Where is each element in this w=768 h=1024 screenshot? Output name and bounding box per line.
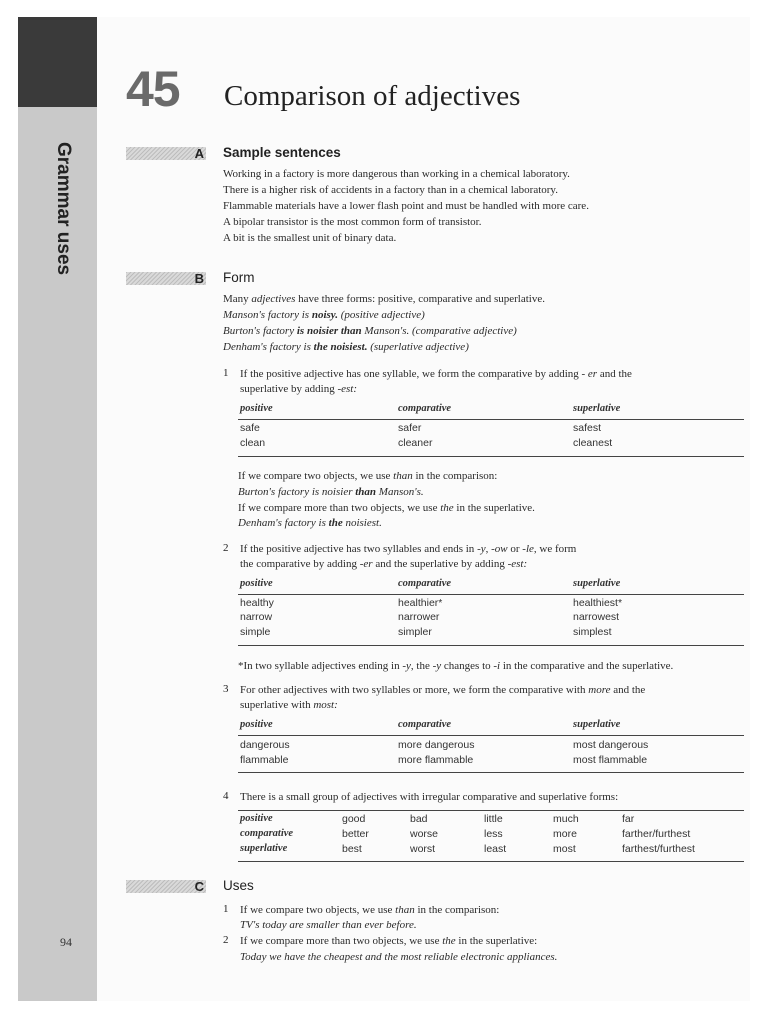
table-header-comparative: comparative [398, 578, 452, 589]
table-cell: simpler [398, 626, 432, 638]
use-2-number: 2 [223, 934, 229, 946]
rule-3-line: superlative with most: [240, 699, 338, 711]
table-header-comparative: comparative [398, 403, 452, 414]
rule-2-line: If the positive adjective has two syllables and ends in -y, -ow or -le, we form [240, 543, 577, 555]
sample-sentence: A bit is the smallest unit of binary data. [223, 232, 397, 244]
table-cell: narrower [398, 611, 440, 623]
table-header-positive: positive [240, 719, 273, 730]
table-header-positive: positive [240, 403, 273, 414]
unit-number: 45 [126, 61, 180, 117]
rule-4-number: 4 [223, 790, 229, 802]
table-cell: more [553, 828, 577, 840]
form-intro: Many adjectives have three forms: positive, comparative and superlative. [223, 293, 545, 305]
rule-3-number: 3 [223, 683, 229, 695]
rule-4-line: There is a small group of adjectives with irregular comparative and superlative forms: [240, 791, 619, 803]
table-cell: healthier* [398, 597, 443, 609]
table-rule [238, 419, 744, 420]
table-header-comparative: comparative [398, 719, 452, 730]
rule-2-number: 2 [223, 542, 229, 554]
table-cell: less [484, 828, 503, 840]
use-1-line: If we compare two objects, we use than in the comparison: [240, 904, 500, 916]
table-cell: narrowest [573, 611, 620, 623]
note-line: If we compare more than two objects, we use the in the superlative. [238, 502, 535, 514]
rule-1-line: If the positive adjective has one syllable, we form the comparative by adding - er and the [240, 368, 632, 380]
use-2-line: If we compare more than two objects, we use the in the superlative: [240, 935, 538, 947]
note-line: If we compare two objects, we use than in the comparison: [238, 470, 498, 482]
sidebar-title [42, 142, 82, 277]
rule-3-line: For other adjectives with two syllables or more, we form the comparative with more and the [240, 684, 646, 696]
table-cell: dangerous [240, 739, 290, 751]
table-cell: best [342, 843, 362, 855]
section-b-heading: Form [223, 270, 255, 285]
rule-2-line: the comparative by adding -er and the superlative by adding -est: [240, 558, 528, 570]
unit-title: Comparison of adjectives [224, 80, 521, 112]
table-cell: farther/furthest [622, 828, 691, 840]
use-2-example: Today we have the cheapest and the most reliable electronic appliances. [240, 951, 558, 963]
table-cell: bad [410, 813, 428, 825]
table-cell: clean [240, 437, 266, 449]
sidebar-title-text: Grammar uses [53, 142, 74, 276]
table-header-positive: positive [240, 578, 273, 589]
form-example-comparative: Burton's factory is noisier than Manson's. (comparative adjective) [223, 325, 517, 337]
table-cell: more flammable [398, 754, 474, 766]
table-cell: cleaner [398, 437, 433, 449]
form-example-positive: Manson's factory is noisy. (positive adjective) [223, 309, 425, 321]
table-cell: least [484, 843, 507, 855]
sample-sentence: There is a higher risk of accidents in a factory than in a chemical laboratory. [223, 184, 558, 196]
rule-1-number: 1 [223, 367, 229, 379]
irregular-row-label: superlative [240, 843, 288, 854]
page-number: 94 [60, 935, 72, 949]
section-b-letter: B [194, 271, 204, 286]
table-rule [238, 645, 744, 646]
table-cell: simplest [573, 626, 612, 638]
table-header-superlative: superlative [573, 403, 621, 414]
table-cell: far [622, 813, 635, 825]
sidebar-top-block [18, 17, 97, 107]
table-cell: good [342, 813, 366, 825]
table-rule [238, 594, 744, 595]
table-cell: healthiest* [573, 597, 623, 609]
table-cell: safe [240, 422, 260, 434]
note-example: Burton's factory is noisier than Manson's. [238, 486, 424, 498]
table-cell: healthy [240, 597, 274, 609]
table-cell: safer [398, 422, 422, 434]
table-header-superlative: superlative [573, 719, 621, 730]
table-rule [238, 735, 744, 736]
table-cell: simple [240, 626, 271, 638]
irregular-row-label: comparative [240, 828, 294, 839]
rule-1-line: superlative by adding -est: [240, 383, 357, 395]
section-c-heading: Uses [223, 878, 254, 893]
section-c-letter: C [194, 879, 204, 894]
table-cell: more dangerous [398, 739, 475, 751]
table-cell: most [553, 843, 576, 855]
table-cell: worst [410, 843, 436, 855]
table-rule [238, 861, 744, 862]
use-1-number: 1 [223, 903, 229, 915]
sample-sentence: Flammable materials have a lower flash point and must be handled with more care. [223, 200, 589, 212]
table-cell: most dangerous [573, 739, 649, 751]
footnote: *In two syllable adjectives ending in -y, the -y changes to -i in the comparative and the superlative. [238, 660, 674, 672]
table-rule [238, 456, 744, 457]
section-a-letter: A [194, 146, 204, 161]
table-rule [238, 772, 744, 773]
table-cell: narrow [240, 611, 273, 623]
use-1-example: TV's today are smaller than ever before. [240, 919, 417, 931]
sample-sentence: Working in a factory is more dangerous than working in a chemical laboratory. [223, 168, 570, 180]
form-example-superlative: Denham's factory is the noisiest. (superlative adjective) [223, 341, 469, 353]
table-cell: much [553, 813, 579, 825]
irregular-row-label: positive [240, 813, 273, 824]
table-cell: safest [573, 422, 602, 434]
table-cell: most flammable [573, 754, 648, 766]
table-cell: flammable [240, 754, 289, 766]
table-cell: better [342, 828, 369, 840]
table-cell: worse [410, 828, 439, 840]
note-example: Denham's factory is the noisiest. [238, 517, 382, 529]
table-cell: farthest/furthest [622, 843, 695, 855]
sample-sentence: A bipolar transistor is the most common form of transistor. [223, 216, 482, 228]
section-a-heading: Sample sentences [223, 145, 341, 160]
table-rule [238, 810, 744, 811]
table-cell: little [484, 813, 503, 825]
table-header-superlative: superlative [573, 578, 621, 589]
table-cell: cleanest [573, 437, 613, 449]
